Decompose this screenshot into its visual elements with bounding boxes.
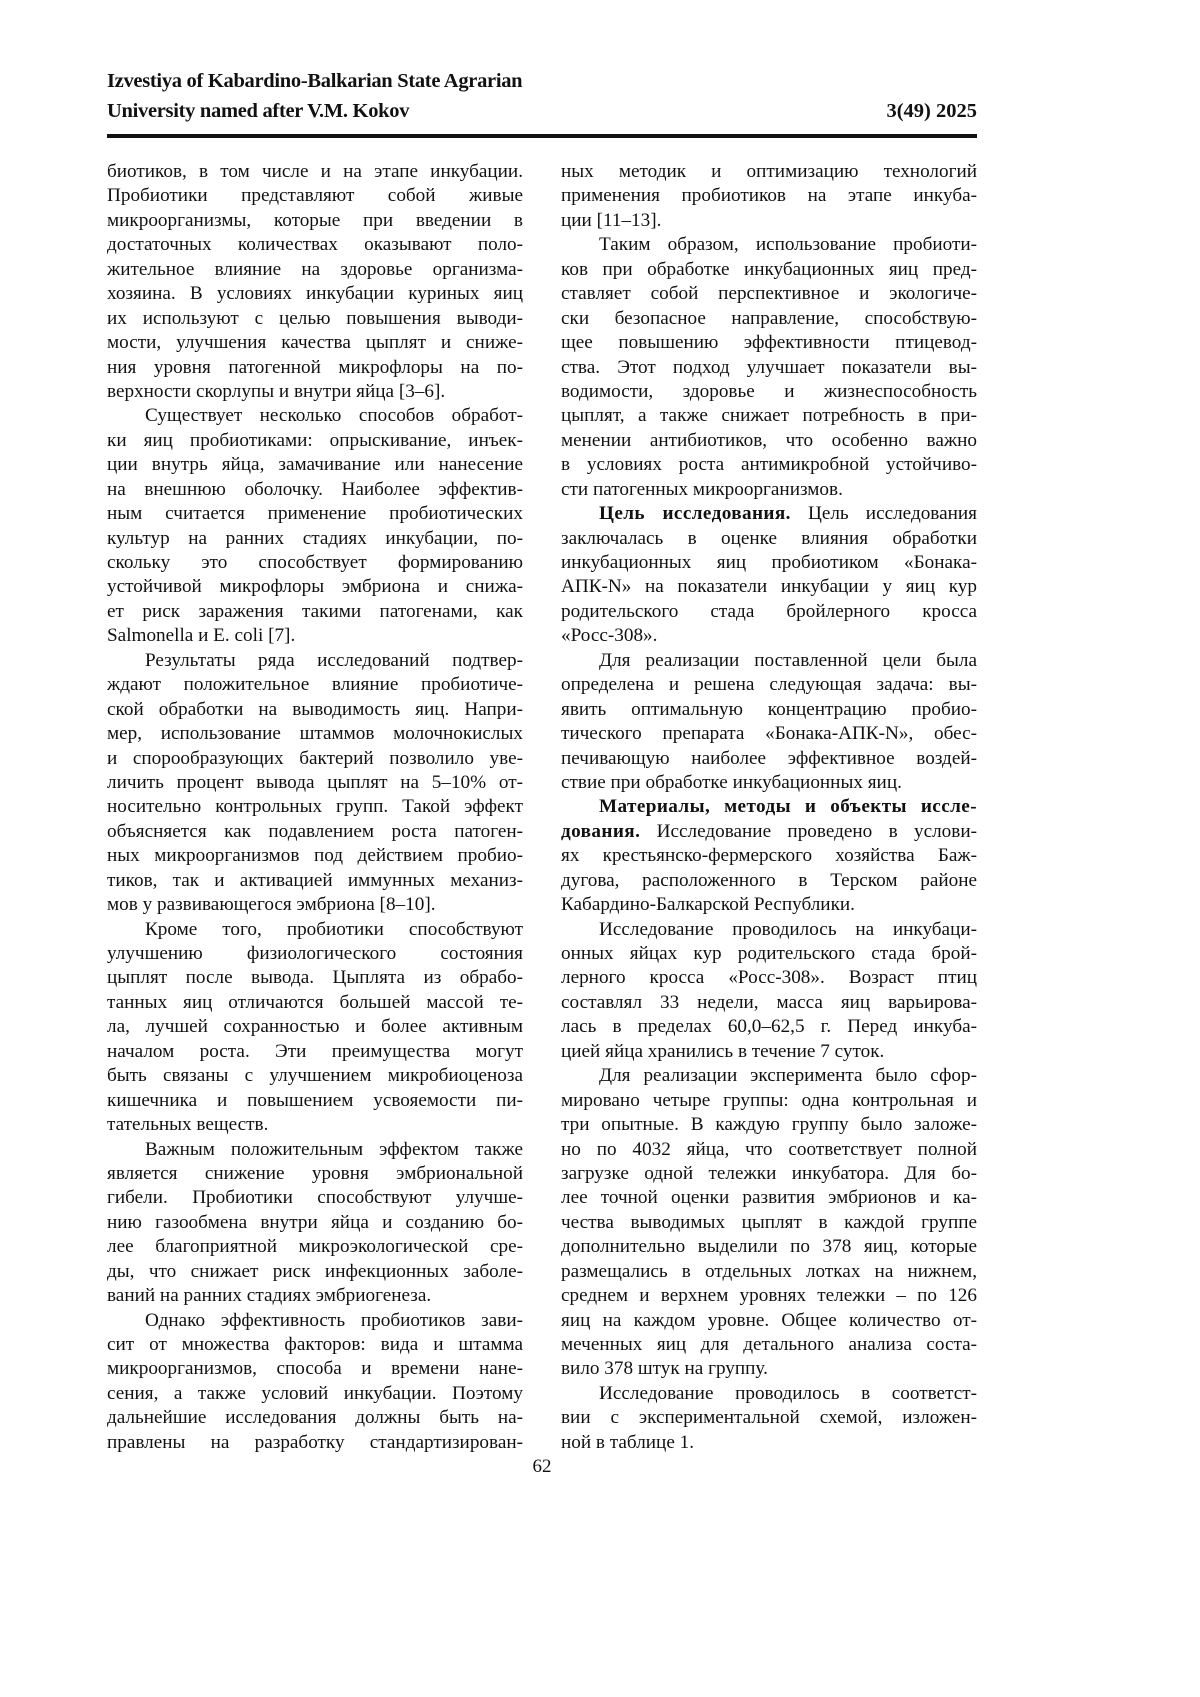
text-line: Однако эффективность пробиотиков зави- xyxy=(107,1309,523,1333)
text-line: верхности скорлупы и внутри яйца [3–6]. xyxy=(107,380,523,404)
text-line xyxy=(561,820,977,844)
journal-title-line-1: Izvestiya of Kabardino-Balkarian State Agrarian xyxy=(107,70,522,93)
paragraph xyxy=(107,918,523,1138)
paragraph xyxy=(561,795,977,917)
text-line: Для реализации эксперимента было сфор- xyxy=(561,1064,977,1088)
text-line: вии с экспериментальной схемой, изложен- xyxy=(561,1406,977,1430)
text-line: тательных веществ. xyxy=(107,1113,523,1137)
text-line: ции внутрь яйца, замачивание или нанесение xyxy=(107,453,523,477)
text-line: меченных яиц для детального анализа соста- xyxy=(561,1333,977,1357)
text-line: объясняется как подавлением роста патоген- xyxy=(107,820,523,844)
text-line: сти патогенных микроорганизмов. xyxy=(561,478,977,502)
text-line: ным считается применение пробиотических xyxy=(107,502,523,526)
paragraph xyxy=(107,649,523,918)
text-line: чества выводимых цыплят в каждой группе xyxy=(561,1211,977,1235)
text-line: размещались в отдельных лотках на нижнем, xyxy=(561,1260,977,1284)
text-line: инкубационных яиц пробиотиком «Бонака- xyxy=(561,551,977,575)
issue-number: 3(49) 2025 xyxy=(886,100,977,123)
text-run: Цель исследования xyxy=(791,503,977,524)
text-line: Salmonella и E. coli [7]. xyxy=(107,624,523,648)
text-line: яиц на каждом уровне. Общее количество от- xyxy=(561,1309,977,1333)
text-line xyxy=(561,795,977,819)
text-line: личить процент вывода цыплят на 5–10% от- xyxy=(107,771,523,795)
text-line: в условиях роста антимикробной устойчиво- xyxy=(561,453,977,477)
text-line: лерного кросса «Росс-308». Возраст птиц xyxy=(561,966,977,990)
text-line: жительное влияние на здоровье организма- xyxy=(107,258,523,282)
text-line: ставляет собой перспективное и экологиче- xyxy=(561,282,977,306)
paragraph xyxy=(107,404,523,648)
text-line: является снижение уровня эмбриональной xyxy=(107,1162,523,1186)
text-line: цыплят после вывода. Цыплята из обрабо- xyxy=(107,966,523,990)
text-line: ской обработки на выводимость яиц. Напри- xyxy=(107,698,523,722)
journal-title-line-2: University named after V.M. Kokov xyxy=(107,100,409,123)
text-line: ния уровня патогенной микрофлоры на по- xyxy=(107,356,523,380)
text-line: ных методик и оптимизацию технологий xyxy=(561,160,977,184)
text-line: менении антибиотиков, что особенно важно xyxy=(561,429,977,453)
text-line: ки яиц пробиотиками: опрыскивание, инъек- xyxy=(107,429,523,453)
text-line: Важным положительным эффектом также xyxy=(107,1138,523,1162)
text-line: водимости, здоровье и жизнеспособность xyxy=(561,380,977,404)
bold-heading: дования. xyxy=(561,821,640,842)
page-number: 62 xyxy=(0,1456,1084,1478)
right-column xyxy=(561,160,977,1455)
text-run: Исследование проведено в услови- xyxy=(640,821,977,842)
bold-heading: Цель исследования. xyxy=(599,503,791,524)
text-line: родительского стада бройлерного кросса xyxy=(561,600,977,624)
text-line: улучшению физиологического состояния xyxy=(107,942,523,966)
text-line: и спорообразующих бактерий позволило уве- xyxy=(107,747,523,771)
paragraph xyxy=(107,1138,523,1309)
text-line: «Росс-308». xyxy=(561,624,977,648)
text-line: гибели. Пробиотики способствуют улучше- xyxy=(107,1186,523,1210)
text-line: хозяина. В условиях инкубации куриных яиц xyxy=(107,282,523,306)
text-line: кишечника и повышением усвояемости пи- xyxy=(107,1089,523,1113)
text-line: ды, что снижает риск инфекционных заболе- xyxy=(107,1260,523,1284)
text-line: ков при обработке инкубационных яиц пред- xyxy=(561,258,977,282)
text-line: АПК-N» на показатели инкубации у яиц кур xyxy=(561,575,977,599)
paragraph xyxy=(561,160,977,233)
paragraph xyxy=(561,1382,977,1455)
text-line: сения, а также условий инкубации. Поэтому xyxy=(107,1382,523,1406)
text-line: скольку это способствует формированию xyxy=(107,551,523,575)
text-line: началом роста. Эти преимущества могут xyxy=(107,1040,523,1064)
text-line: на внешнюю оболочку. Наиболее эффектив- xyxy=(107,478,523,502)
text-line: три опытные. В каждую группу было заложе- xyxy=(561,1113,977,1137)
text-line: тиков, так и активацией иммунных механиз- xyxy=(107,869,523,893)
text-line: определена и решена следующая задача: вы- xyxy=(561,673,977,697)
text-line: явить оптимальную концентрацию пробио- xyxy=(561,698,977,722)
text-line: ции [11–13]. xyxy=(561,209,977,233)
text-line: устойчивой микрофлоры эмбриона и снижа- xyxy=(107,575,523,599)
paragraph xyxy=(107,1309,523,1456)
paragraph xyxy=(561,233,977,502)
text-line: мер, использование штаммов молочнокислых xyxy=(107,722,523,746)
text-line: дополнительно выделили по 378 яиц, которые xyxy=(561,1235,977,1259)
text-line: Кабардино-Балкарской Республики. xyxy=(561,893,977,917)
text-line: нию газообмена внутри яйца и созданию бо- xyxy=(107,1211,523,1235)
left-column xyxy=(107,160,523,1455)
text-line: ных микроорганизмов под действием пробио- xyxy=(107,844,523,868)
text-line: их используют с целью повышения выводи- xyxy=(107,307,523,331)
text-line: цией яйца хранились в течение 7 суток. xyxy=(561,1040,977,1064)
text-line: микроорганизмов, способа и времени нане- xyxy=(107,1357,523,1381)
text-line: онных яйцах кур родительского стада брой- xyxy=(561,942,977,966)
text-line: среднем и верхнем уровнях тележки – по 126 xyxy=(561,1284,977,1308)
text-line: Пробиотики представляют собой живые xyxy=(107,184,523,208)
text-line: лась в пределах 60,0–62,5 г. Перед инкуба- xyxy=(561,1015,977,1039)
text-line: ет риск заражения такими патогенами, как xyxy=(107,600,523,624)
text-line: ваний на ранних стадиях эмбриогенеза. xyxy=(107,1284,523,1308)
text-line: но по 4032 яйца, что соответствует полной xyxy=(561,1138,977,1162)
paragraph xyxy=(561,918,977,1065)
text-line: лее благоприятной микроэкологической сре- xyxy=(107,1235,523,1259)
text-line: микроорганизмы, которые при введении в xyxy=(107,209,523,233)
text-line: Для реализации поставленной цели была xyxy=(561,649,977,673)
paragraph xyxy=(561,1064,977,1382)
text-line: лее точной оценки развития эмбрионов и ка- xyxy=(561,1186,977,1210)
text-line: ски безопасное направление, способствую- xyxy=(561,307,977,331)
text-line: ях крестьянско-фермерского хозяйства Баж- xyxy=(561,844,977,868)
text-line: вило 378 штук на группу. xyxy=(561,1357,977,1381)
text-line: ной в таблице 1. xyxy=(561,1431,977,1455)
text-line: достаточных количествах оказывают поло- xyxy=(107,233,523,257)
text-line: Исследование проводилось в соответст- xyxy=(561,1382,977,1406)
paragraph xyxy=(561,502,977,649)
text-line: щее повышению эффективности птицевод- xyxy=(561,331,977,355)
text-line: танных яиц отличаются большей массой те- xyxy=(107,991,523,1015)
text-line: ства. Этот подход улучшает показатели вы- xyxy=(561,356,977,380)
paragraph xyxy=(107,160,523,404)
text-line: Кроме того, пробиотики способствуют xyxy=(107,918,523,942)
text-line: дальнейшие исследования должны быть на- xyxy=(107,1406,523,1430)
text-line: правлены на разработку стандартизирован- xyxy=(107,1431,523,1455)
bold-heading: Материалы, методы и объекты иссле- xyxy=(599,796,977,817)
text-line: носительно контрольных групп. Такой эффект xyxy=(107,795,523,819)
text-line: биотиков, в том числе и на этапе инкубации. xyxy=(107,160,523,184)
text-line: культур на ранних стадиях инкубации, по- xyxy=(107,527,523,551)
text-line: печивающую наиболее эффективное воздей- xyxy=(561,747,977,771)
text-line: мировано четыре группы: одна контрольная и xyxy=(561,1089,977,1113)
paragraph xyxy=(561,649,977,796)
text-line: ла, лучшей сохранностью и более активным xyxy=(107,1015,523,1039)
text-line: заключалась в оценке влияния обработки xyxy=(561,527,977,551)
text-line: применения пробиотиков на этапе инкуба- xyxy=(561,184,977,208)
text-line: мов у развивающегося эмбриона [8–10]. xyxy=(107,893,523,917)
text-line: составлял 33 недели, масса яиц варьирова- xyxy=(561,991,977,1015)
text-line: сит от множества факторов: вида и штамма xyxy=(107,1333,523,1357)
text-line: мости, улучшения качества цыплят и сниже- xyxy=(107,331,523,355)
text-line xyxy=(561,502,977,526)
header-rule xyxy=(107,134,977,138)
text-line: тического препарата «Бонака-АПК-N», обес- xyxy=(561,722,977,746)
text-line: загрузке одной тележки инкубатора. Для бо- xyxy=(561,1162,977,1186)
text-line: ствие при обработке инкубационных яиц. xyxy=(561,771,977,795)
text-line: Таким образом, использование пробиоти- xyxy=(561,233,977,257)
text-line: дугова, расположенного в Терском районе xyxy=(561,869,977,893)
text-line: ждают положительное влияние пробиотиче- xyxy=(107,673,523,697)
text-line: Результаты ряда исследований подтвер- xyxy=(107,649,523,673)
text-line: Существует несколько способов обработ- xyxy=(107,404,523,428)
text-line: Исследование проводилось на инкубаци- xyxy=(561,918,977,942)
text-line: цыплят, а также снижает потребность в при- xyxy=(561,404,977,428)
text-line: быть связаны с улучшением микробиоценоза xyxy=(107,1064,523,1088)
